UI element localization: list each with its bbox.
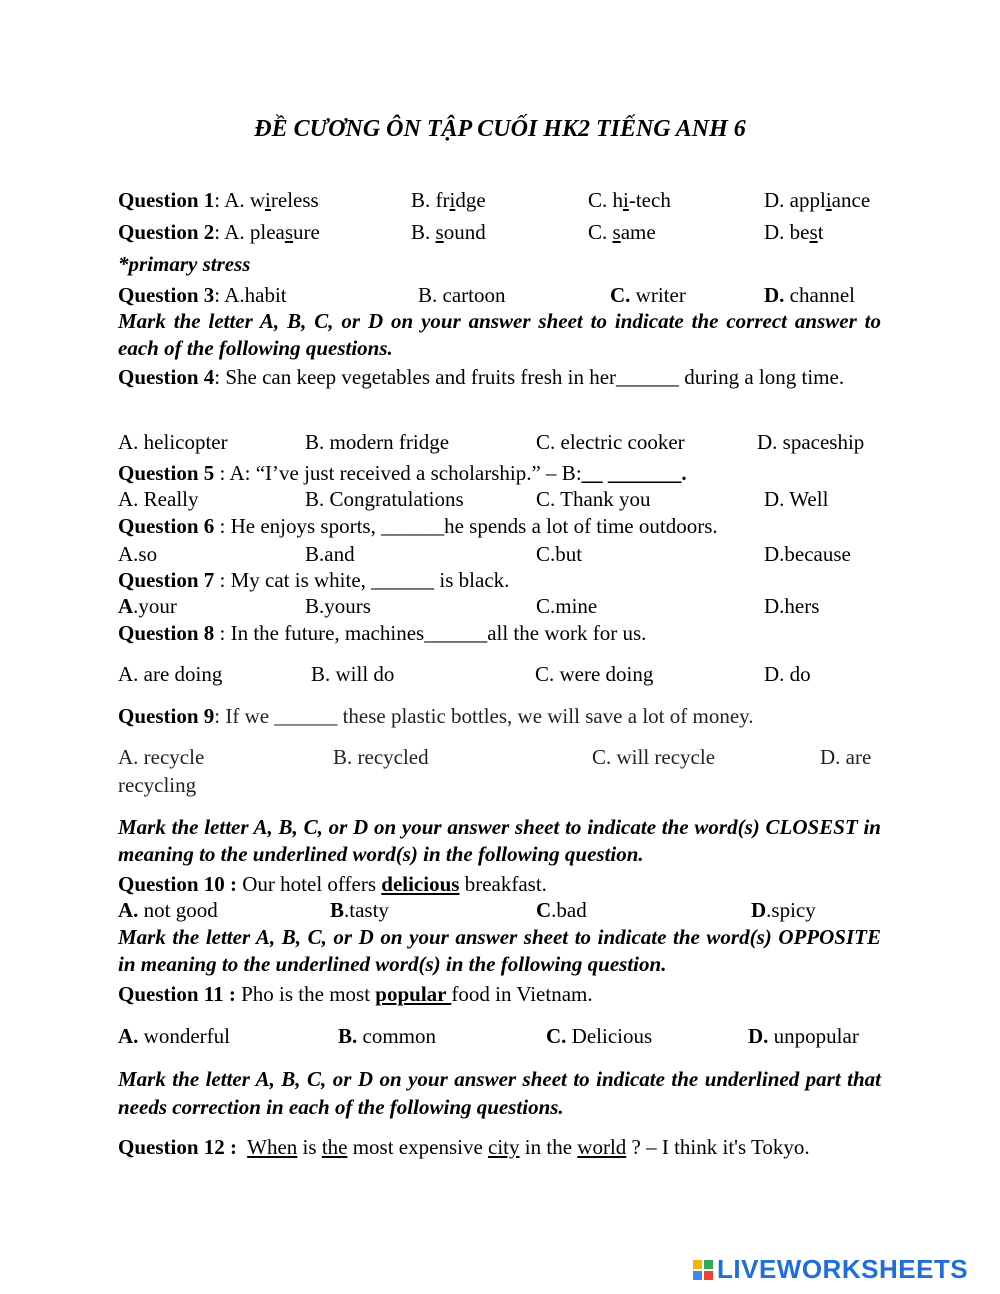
question-5-option-a: A. Really [118, 487, 199, 511]
question-8-option-b: B. will do [311, 662, 395, 686]
question-9-option-a: A. recycle [118, 745, 205, 769]
logo-square-blue [693, 1271, 702, 1280]
question-12-part-a: When [247, 1135, 298, 1159]
question-8-option-d: D. do [764, 662, 811, 686]
question-5-option-b: B. Congratulations [305, 487, 464, 511]
question-1-label: Question 1: A. wireless [118, 188, 319, 212]
question-4-option-d: D. spaceship [757, 430, 865, 454]
question-3-option-c: C. writer [610, 283, 686, 307]
question-9-option-c: C. will recycle [592, 745, 716, 769]
question-9-option-d-continued: recycling [118, 773, 197, 797]
instruction-correction: Mark the letter A, B, C, or D on your answer sheet to indicate the underlined part that needs correction in each of the following questions. [118, 1067, 881, 1120]
question-2-option-d: D. best [764, 220, 824, 244]
question-9: Question 9: If we ______ these plastic bottles, we will save a lot of money. [118, 704, 754, 728]
question-12-part-c: city [488, 1135, 520, 1159]
question-11-option-c: C. Delicious [546, 1024, 653, 1048]
question-7-option-b: B.yours [305, 594, 371, 618]
question-3-option-b: B. cartoon [418, 283, 506, 307]
question-2-option-c: C. same [588, 220, 656, 244]
question-10-option-c: C.bad [536, 898, 587, 922]
question-1-option-c: C. hi-tech [588, 188, 671, 212]
question-12-part-d: world [577, 1135, 627, 1159]
question-2-option-b: B. sound [411, 220, 486, 244]
liveworksheets-logo-icon [693, 1260, 713, 1280]
question-11-option-d: D. unpopular [748, 1024, 859, 1048]
logo-square-red [704, 1271, 713, 1280]
question-11-keyword: popular [375, 982, 452, 1006]
question-11-option-a: A. wonderful [118, 1024, 230, 1048]
question-10-keyword: delicious [381, 872, 460, 896]
question-7-option-d: D.hers [764, 594, 820, 618]
question-12: Question 12 : When is the most expensive city in the world ? – I think it's Tokyo. [118, 1135, 810, 1159]
logo-square-yellow [693, 1260, 702, 1269]
question-2-label: Question 2: A. pleasure [118, 220, 320, 244]
instruction-correct-answer: Mark the letter A, B, C, or D on your answer sheet to indicate the correct answer to each of the following questions. [118, 309, 881, 360]
instruction-opposite-meaning: Mark the letter A, B, C, or D on your answer sheet to indicate the word(s) OPPOSITE in meaning to the underlined word(s) in the following question. [118, 925, 881, 976]
question-6-option-b: B.and [305, 542, 355, 566]
question-11-option-b: B. common [338, 1024, 437, 1048]
question-8: Question 8 : In the future, machines______all the work for us. [118, 621, 647, 645]
question-1-option-d: D. appliance [764, 188, 871, 212]
question-9-option-b: B. recycled [333, 745, 429, 769]
question-8-option-c: C. were doing [535, 662, 654, 686]
question-4-option-a: A. helicopter [118, 430, 228, 454]
question-6-option-a: A.so [118, 542, 158, 566]
question-1-option-b: B. fridge [411, 188, 486, 212]
question-10-option-b: B.tasty [330, 898, 389, 922]
question-12-part-b: the [321, 1135, 348, 1159]
page-title: ĐỀ CƯƠNG ÔN TẬP CUỐI HK2 TIẾNG ANH 6 [254, 116, 746, 142]
question-10-option-a: A. not good [118, 898, 218, 922]
question-6-option-c: C.but [536, 542, 583, 566]
question-4-option-b: B. modern fridge [305, 430, 450, 454]
question-5-option-c: C. Thank you [536, 487, 651, 511]
question-6-option-d: D.because [764, 542, 851, 566]
question-7: Question 7 : My cat is white, ______ is black. [118, 568, 510, 592]
question-3-label: Question 3: A.habit [118, 283, 287, 307]
primary-stress-heading: *primary stress [118, 252, 251, 276]
logo-square-green [704, 1260, 713, 1269]
question-4: Question 4: She can keep vegetables and fruits fresh in her______ during a long time. [118, 365, 845, 389]
question-6: Question 6 : He enjoys sports, ______he spends a lot of time outdoors. [118, 514, 718, 538]
question-10-option-d: D.spicy [751, 898, 816, 922]
question-11: Question 11 : Pho is the most popular food in Vietnam. [118, 982, 593, 1006]
question-8-option-a: A. are doing [118, 662, 223, 686]
question-3-option-d: D. channel [764, 283, 855, 307]
question-7-option-c: C.mine [536, 594, 598, 618]
liveworksheets-logo[interactable] [693, 1254, 968, 1285]
question-9-option-d: D. are [820, 745, 872, 769]
instruction-closest-meaning: Mark the letter A, B, C, or D on your answer sheet to indicate the word(s) CLOSEST in meaning to the underlined word(s) in the following question. [118, 815, 881, 866]
question-5: Question 5 : A: “I’ve just received a scholarship.” – B:__ _______. [118, 461, 687, 485]
question-5-option-d: D. Well [764, 487, 829, 511]
question-10: Question 10 : Our hotel offers delicious breakfast. [118, 872, 547, 896]
question-4-option-c: C. electric cooker [536, 430, 685, 454]
liveworksheets-logo-text: LIVEWORKSHEETS [717, 1254, 969, 1284]
question-7-option-a: A.your [118, 594, 177, 618]
